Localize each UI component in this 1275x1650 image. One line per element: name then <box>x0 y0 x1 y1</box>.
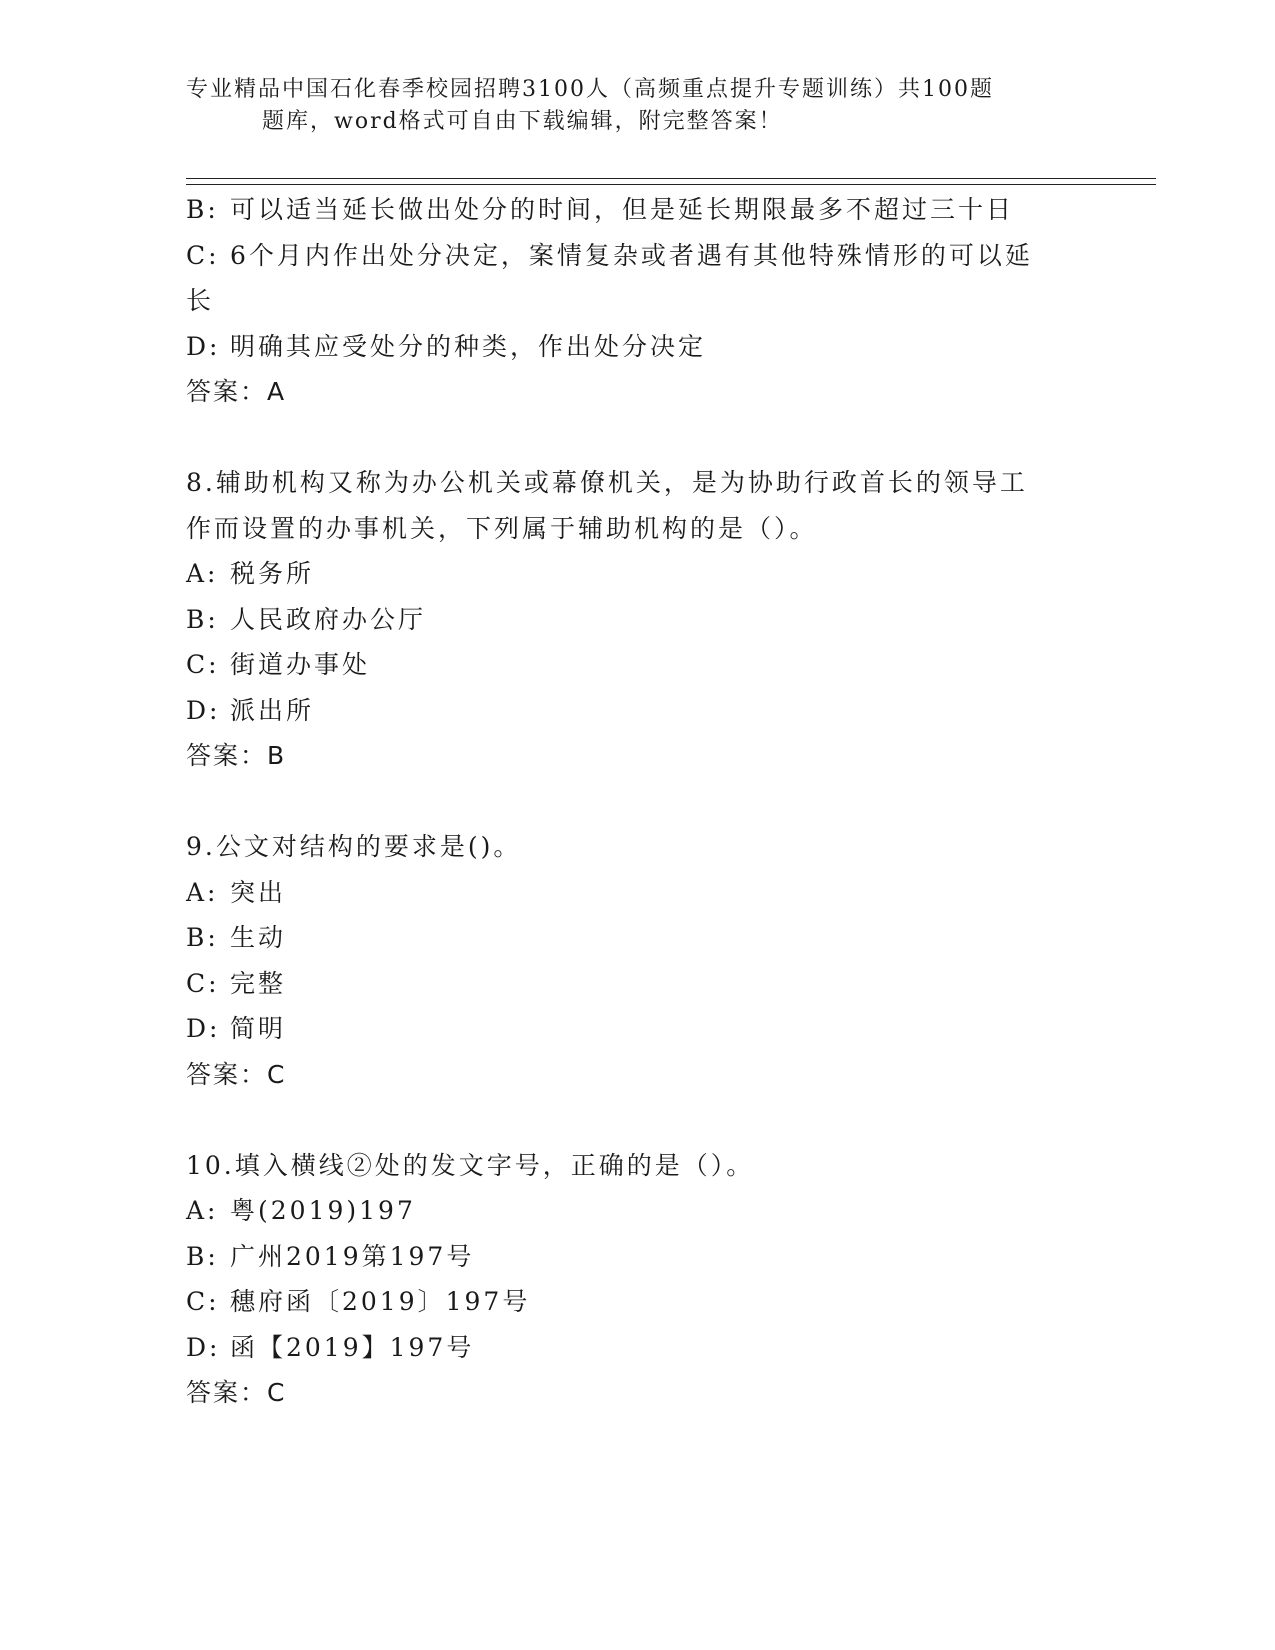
option-key: C: <box>186 1287 220 1316</box>
option-d <box>186 324 1086 370</box>
option-key: D: <box>186 1014 221 1043</box>
option-text: 完整 <box>230 968 287 998</box>
header-title-line1: 专业精品中国石化春季校园招聘3100人（高频重点提升专题训练）共100题 <box>186 77 994 102</box>
header-divider-top <box>186 178 1156 179</box>
option-key: C: <box>186 968 220 998</box>
option-text: 6个月内作出处分决定，案情复杂或者遇有其他特殊情形的可以延 <box>230 240 1033 270</box>
option-key: A: <box>186 1196 219 1225</box>
question-8-block <box>186 460 1086 779</box>
option-key: D: <box>186 331 221 361</box>
option-key: C: <box>186 650 220 679</box>
option-key: D: <box>186 1332 221 1362</box>
option-a <box>186 870 1086 916</box>
answer-line: 答案：C <box>186 1059 287 1089</box>
option-key: B: <box>186 923 219 952</box>
question-stem: 9.公文对结构的要求是()。 <box>186 832 522 861</box>
option-c-continuation: 长 <box>186 286 215 315</box>
question-9-block <box>186 824 1086 1097</box>
option-key: D: <box>186 695 221 725</box>
option-b <box>186 187 1086 233</box>
option-text: 简明 <box>230 1014 287 1043</box>
option-key: A: <box>186 877 219 907</box>
option-key: B: <box>186 604 219 634</box>
answer-line: 答案：B <box>186 741 287 770</box>
option-text: 明确其应受处分的种类，作出处分决定 <box>230 331 707 361</box>
option-text: 穗府函〔2019〕197号 <box>230 1287 531 1316</box>
option-text: 广州2019第197号 <box>230 1241 475 1271</box>
option-c <box>186 961 1086 1007</box>
option-d <box>186 1325 1086 1371</box>
option-text: 人民政府办公厅 <box>230 604 427 634</box>
answer-line: 答案：A <box>186 377 287 406</box>
option-d <box>186 1006 1086 1052</box>
option-a <box>186 551 1086 597</box>
option-text: 生动 <box>230 923 287 952</box>
option-key: C: <box>186 240 220 270</box>
header-divider-bottom <box>186 184 1156 185</box>
option-text: 可以适当延长做出处分的时间，但是延长期限最多不超过三十日 <box>230 195 1015 224</box>
option-text: 粤(2019)197 <box>230 1196 416 1225</box>
option-text: 派出所 <box>230 695 315 725</box>
question-stem: 8.辅助机构又称为办公机关或幕僚机关，是为协助行政首长的领导工 <box>186 468 1028 497</box>
option-key: B: <box>186 195 219 224</box>
question-content <box>186 187 1086 1416</box>
option-c <box>186 1279 1086 1325</box>
answer-line: 答案：C <box>186 1378 287 1407</box>
document-header <box>186 74 1086 138</box>
question-stem-continuation: 作而设置的办事机关，下列属于辅助机构的是（）。 <box>186 513 818 543</box>
option-b <box>186 1234 1086 1280</box>
prev-question-block <box>186 187 1086 415</box>
option-text: 突出 <box>230 877 287 907</box>
option-d <box>186 688 1086 734</box>
option-b <box>186 597 1086 643</box>
header-title-line2: 题库，word格式可自由下载编辑，附完整答案！ <box>262 109 783 134</box>
question-stem: 10.填入横线②处的发文字号，正确的是（）。 <box>186 1150 755 1180</box>
option-key: B: <box>186 1241 219 1271</box>
question-10-block <box>186 1143 1086 1416</box>
option-c <box>186 233 1086 279</box>
option-text: 函【2019】197号 <box>230 1332 475 1362</box>
option-key: A: <box>186 559 219 588</box>
option-text: 税务所 <box>230 559 315 588</box>
option-c <box>186 642 1086 688</box>
option-b <box>186 915 1086 961</box>
option-a <box>186 1188 1086 1234</box>
option-text: 街道办事处 <box>230 650 371 679</box>
